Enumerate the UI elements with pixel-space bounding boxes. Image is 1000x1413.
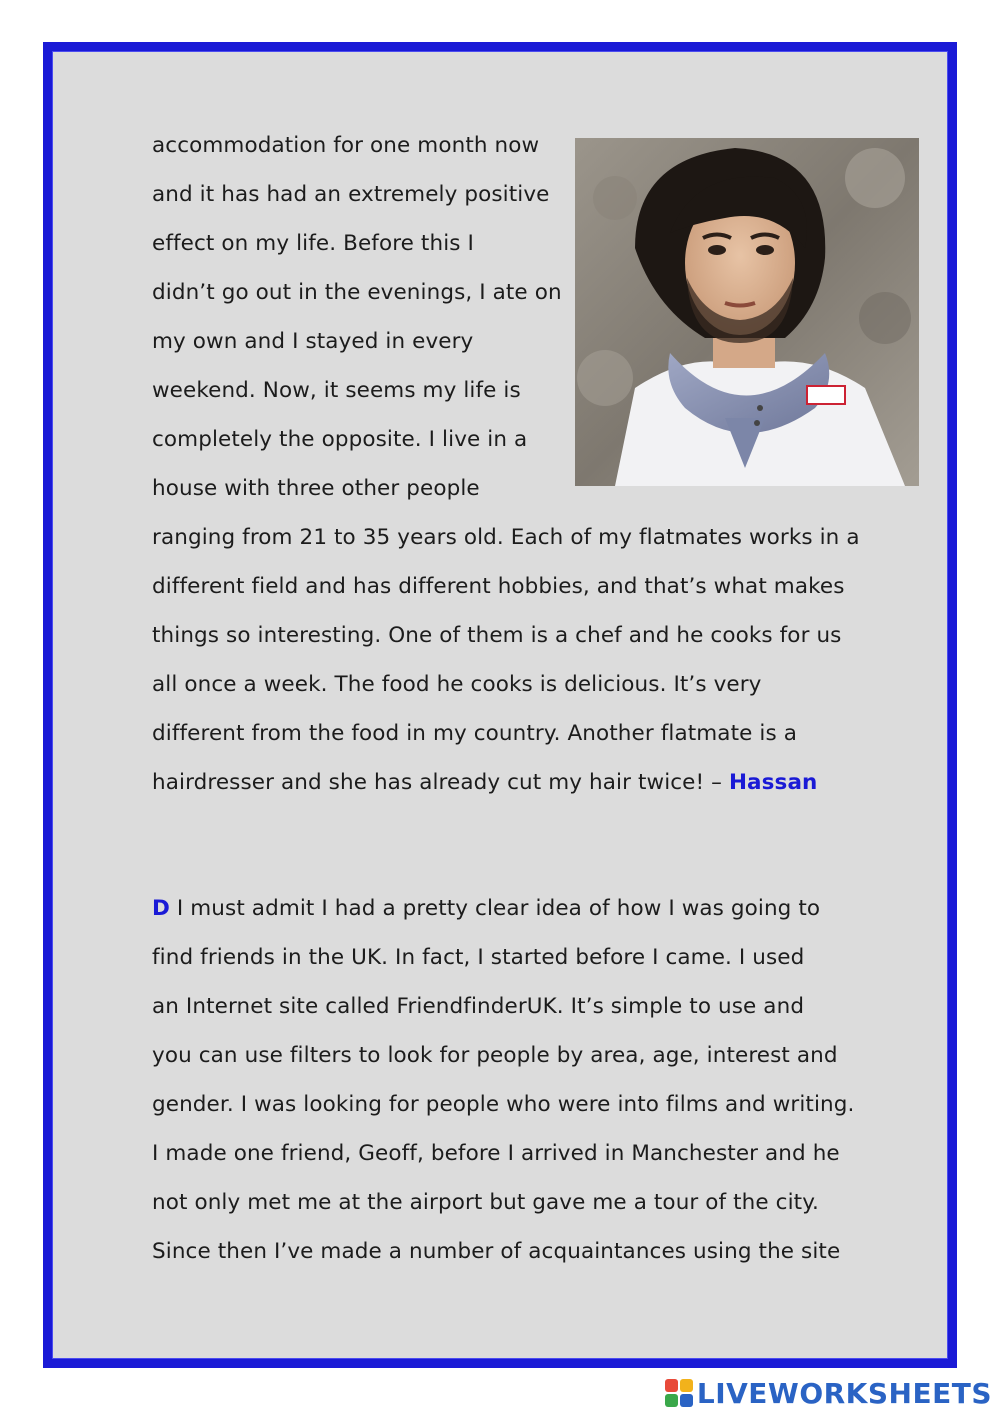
- paragraph-c-line: accommodation for one month now: [152, 133, 540, 158]
- worksheet-page: [43, 42, 957, 1368]
- paragraph-d-first-text: I must admit I had a pretty clear idea of how I was going to: [169, 896, 821, 921]
- paragraph-d-line: find friends in the UK. In fact, I started before I came. I used: [152, 945, 805, 970]
- paragraph-d-line: gender. I was looking for people who were into films and writing.: [152, 1092, 855, 1117]
- paragraph-d-line: Since then I’ve made a number of acquaintances using the site: [152, 1239, 841, 1264]
- brand-name: LIVEWORKSHEETS: [696, 1376, 992, 1410]
- paragraph-c-line: different field and has different hobbies, and that’s what makes: [152, 574, 845, 599]
- paragraph-c-last-line: [152, 768, 817, 798]
- logo-square-blue: [680, 1394, 693, 1407]
- logo-square-green: [665, 1394, 678, 1407]
- logo-square-yellow: [680, 1379, 693, 1392]
- section-letter-d: D: [152, 896, 170, 921]
- paragraph-d-line: an Internet site called FriendfinderUK. It’s simple to use and: [152, 994, 805, 1019]
- liveworksheets-logo-icon: [665, 1379, 693, 1407]
- paragraph-c-line: house with three other people: [152, 476, 480, 501]
- portrait-photo: [575, 138, 919, 486]
- paragraph-c-line: weekend. Now, it seems my life is: [152, 378, 521, 403]
- author-name: Hassan: [728, 770, 818, 795]
- liveworksheets-brand[interactable]: [665, 1376, 992, 1410]
- paragraph-c-last-text: hairdresser and she has already cut my hair twice! –: [152, 770, 729, 795]
- logo-square-red: [665, 1379, 678, 1392]
- paragraph-c-line: completely the opposite. I live in a: [152, 427, 528, 452]
- paragraph-c-line: different from the food in my country. Another flatmate is a: [152, 721, 797, 746]
- paragraph-d-line: not only met me at the airport but gave me a tour of the city.: [152, 1190, 819, 1215]
- paragraph-d-line: I made one friend, Geoff, before I arrived in Manchester and he: [152, 1141, 840, 1166]
- paragraph-c-line: effect on my life. Before this I: [152, 231, 474, 256]
- paragraph-d-first-line: [152, 894, 820, 924]
- paragraph-c-line: and it has had an extremely positive: [152, 182, 550, 207]
- paragraph-c-line: things so interesting. One of them is a chef and he cooks for us: [152, 623, 842, 648]
- paragraph-c-line: my own and I stayed in every: [152, 329, 474, 354]
- paragraph-c-line: all once a week. The food he cooks is delicious. It’s very: [152, 672, 762, 697]
- paragraph-d-line: you can use filters to look for people by area, age, interest and: [152, 1043, 838, 1068]
- paragraph-c-line: didn’t go out in the evenings, I ate on: [152, 280, 562, 305]
- paragraph-c-line: ranging from 21 to 35 years old. Each of my flatmates works in a: [152, 525, 860, 550]
